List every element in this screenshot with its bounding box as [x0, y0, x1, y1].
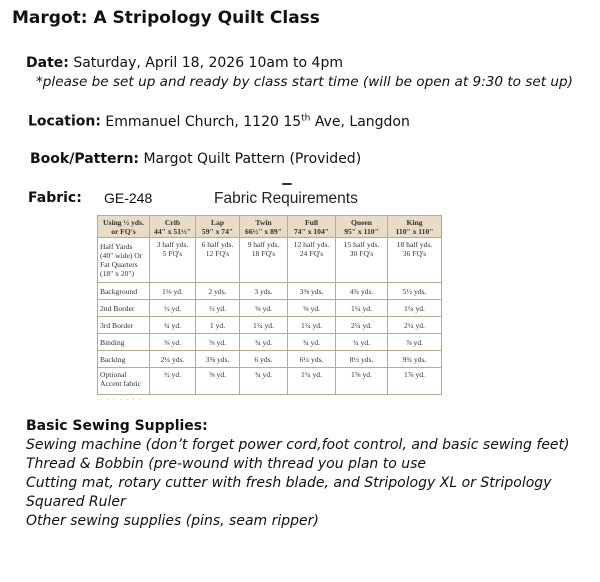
- row-label-optional: Optional Accent fabric: [98, 368, 150, 395]
- table-cell: ⅝ yd.: [240, 300, 288, 317]
- table-cell: 6¼ yds.: [288, 351, 336, 368]
- table-cell: 6 yds.: [240, 351, 288, 368]
- table-cell: 6 half yds. 12 FQ's: [196, 238, 240, 283]
- header-full: Full 74" x 104": [288, 216, 336, 238]
- header-lap: Lap 59" x 74": [196, 216, 240, 238]
- table-cell: ⅞ yd.: [388, 334, 442, 351]
- supply-item: Other sewing supplies (pins, seam ripper): [26, 513, 319, 529]
- table-cell: 3 yds.: [240, 283, 288, 300]
- table-cell: 1¼ yd.: [288, 368, 336, 395]
- table-cell: ½ yd.: [196, 300, 240, 317]
- table-cell: ¾ yd.: [240, 334, 288, 351]
- header-queen: Queen 95" x 110": [336, 216, 388, 238]
- row-label: 2nd Border: [98, 300, 150, 317]
- table-cell: 1¼ yd.: [240, 317, 288, 334]
- book-value: Margot Quilt Pattern (Provided): [143, 151, 362, 167]
- table-cell: ⅝ yd.: [288, 300, 336, 317]
- location-label: Location:: [28, 113, 101, 130]
- table-cell: 12 half yds. 24 FQ's: [288, 238, 336, 283]
- row-label: Background: [98, 283, 150, 300]
- table-row: [98, 368, 442, 395]
- book-label: Book/Pattern:: [30, 151, 140, 167]
- row-label-half-yards: Half Yards (40" wide) Or Fat Quarters (18" x 20"): [98, 238, 150, 283]
- table-cell: 9 half yds. 18 FQ's: [240, 238, 288, 283]
- page-title: Margot: A Stripology Quilt Class: [12, 8, 320, 28]
- row-label: Backing: [98, 351, 150, 368]
- table-cell: 2¼ yd.: [388, 317, 442, 334]
- table-cell: 3⅝ yds.: [196, 351, 240, 368]
- table-cell: 1¼ yd.: [288, 317, 336, 334]
- table-cell: 9¾ yds.: [388, 351, 442, 368]
- table-cell: 2¼ yds.: [150, 351, 196, 368]
- crop-marks: · · · · · · ·: [100, 396, 142, 404]
- table-row: [98, 317, 442, 334]
- table-cell: ½ yd.: [150, 368, 196, 395]
- date-label: Date:: [26, 55, 69, 71]
- table-cell: ¾ yd.: [288, 334, 336, 351]
- header-king: King 110" x 110": [388, 216, 442, 238]
- table-cell: 1¼ yd.: [336, 300, 388, 317]
- fabric-label: Fabric:: [28, 190, 82, 206]
- row-label: 3rd Border: [98, 317, 150, 334]
- book-line: [30, 151, 361, 167]
- header-crib: Crib 44" x 51½": [150, 216, 196, 238]
- table-cell: 1⅛ yd.: [150, 283, 196, 300]
- table-cell: 5½ yds.: [388, 283, 442, 300]
- location-city: Ave, Langdon: [310, 113, 410, 130]
- table-cell: 1⅝ yd.: [336, 368, 388, 395]
- fabric-requirements-heading: Fabric Requirements: [214, 190, 358, 207]
- table-cell: ⅜ yd.: [150, 334, 196, 351]
- fabric-requirements-table: [97, 215, 442, 395]
- table-row: [98, 351, 442, 368]
- ordinal-suffix: th: [301, 113, 311, 123]
- table-cell: 1 yd.: [196, 317, 240, 334]
- location-address: Emmanuel Church, 1120 15: [105, 113, 302, 130]
- location-value: [105, 114, 409, 130]
- table-cell: 1⅞ yd.: [388, 368, 442, 395]
- supply-item: Cutting mat, rotary cutter with fresh blade, and Stripology XL or Stripology: [26, 475, 552, 491]
- table-cell: 1¼ yd.: [388, 300, 442, 317]
- setup-note: *please be set up and ready by class start time (will be open at 9:30 to set up): [36, 74, 573, 90]
- supply-item: Squared Ruler: [26, 494, 126, 510]
- table-row: [98, 334, 442, 351]
- table-row: [98, 300, 442, 317]
- table-cell: ⅝ yd.: [196, 368, 240, 395]
- row-label: Binding: [98, 334, 150, 351]
- table-cell: 2¼ yd.: [336, 317, 388, 334]
- table-row: [98, 238, 442, 283]
- table-cell: 15 half yds. 30 FQ's: [336, 238, 388, 283]
- table-cell: ¾ yd.: [336, 334, 388, 351]
- table-cell: 2 yds.: [196, 283, 240, 300]
- table-cell: ⅝ yd.: [196, 334, 240, 351]
- decorative-tick: [282, 183, 292, 185]
- header-using-half-yds: Using ½ yds. or FQ's: [98, 216, 150, 238]
- table-cell: 3 half yds. 5 FQ's: [150, 238, 196, 283]
- table-cell: ½ yd.: [150, 300, 196, 317]
- header-twin: Twin 66½" x 89": [240, 216, 288, 238]
- table-cell: ¾ yd.: [240, 368, 288, 395]
- date-value: Saturday, April 18, 2026 10am to 4pm: [73, 55, 343, 71]
- supply-item: Sewing machine (don’t forget power cord,foot control, and basic sewing feet): [26, 437, 570, 453]
- supply-item: Thread & Bobbin (pre-wound with thread you plan to use: [26, 456, 427, 472]
- table-cell: 4¾ yds.: [336, 283, 388, 300]
- fabric-code: GE-248: [104, 190, 153, 206]
- table-header-row: [98, 216, 442, 238]
- table-cell: 18 half yds. 36 FQ's: [388, 238, 442, 283]
- table-cell: ¾ yd.: [150, 317, 196, 334]
- location-line: [28, 113, 410, 130]
- table-row: [98, 283, 442, 300]
- table-cell: 3⅜ yds.: [288, 283, 336, 300]
- supplies-heading: Basic Sewing Supplies:: [26, 418, 208, 434]
- date-line: [26, 55, 343, 71]
- table-cell: 8½ yds.: [336, 351, 388, 368]
